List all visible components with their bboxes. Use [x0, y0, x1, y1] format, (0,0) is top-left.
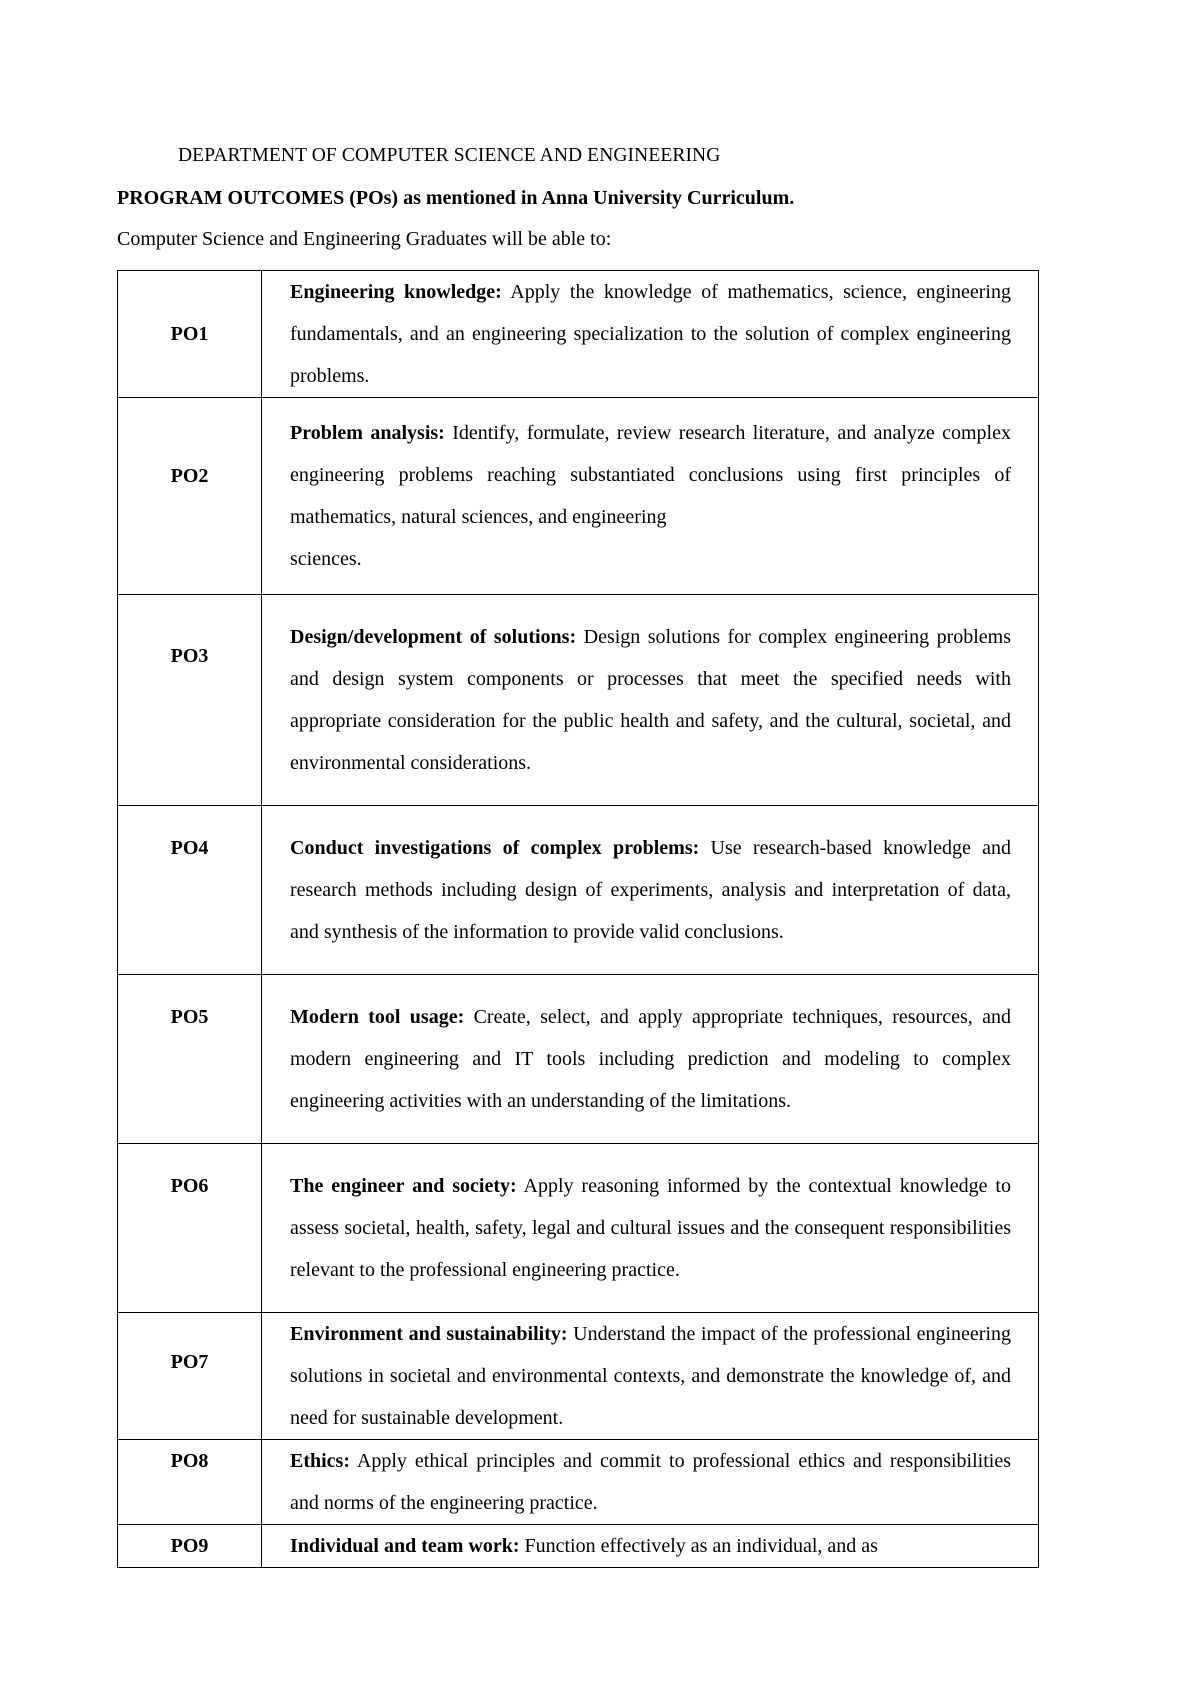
table-row: [118, 1144, 1039, 1313]
po-term: The engineer and society:: [290, 1175, 517, 1197]
po-text-continued: sciences.: [290, 548, 362, 570]
table-row: [118, 975, 1039, 1144]
table-row: [118, 271, 1039, 398]
po-code: PO5: [170, 1006, 209, 1028]
po-description-cell: [262, 1313, 1039, 1440]
po-term: Individual and team work:: [290, 1535, 520, 1557]
program-outcomes-heading: PROGRAM OUTCOMES (POs) as mentioned in Anna University Curriculum.: [117, 187, 795, 209]
po-text: Use research-based knowledge and research methods including design of experiments, analysis and interpretation of data, and synthesis of the information to provide valid conclusions.: [290, 837, 1011, 943]
po-term: Conduct investigations of complex problems:: [290, 837, 700, 859]
table-row: [118, 1313, 1039, 1440]
table-row: [118, 398, 1039, 595]
po-text: Apply ethical principles and commit to professional ethics and responsibilities and norms of the engineering practice.: [290, 1450, 1011, 1514]
po-code-cell: [118, 595, 262, 806]
table-row: [118, 806, 1039, 975]
po-code: PO2: [170, 465, 209, 487]
po-description-cell: [262, 806, 1039, 975]
po-code: PO8: [170, 1450, 209, 1472]
po-code-cell: [118, 1525, 262, 1568]
po-text: Design solutions for complex engineering problems and design system components or processes that meet the specified needs with appropriate consideration for the public health and safety, and the cultural, societal, and environmental considerations.: [290, 626, 1012, 774]
po-text: Function effectively as an individual, and as: [519, 1535, 878, 1557]
po-code: PO1: [170, 323, 209, 345]
po-term: Engineering knowledge:: [290, 281, 502, 303]
po-code-cell: [118, 271, 262, 398]
po-description-cell: [262, 975, 1039, 1144]
po-description-cell: [262, 1144, 1039, 1313]
po-code: PO4: [170, 837, 209, 859]
po-text: Apply reasoning informed by the contextual knowledge to assess societal, health, safety, legal and cultural issues and the consequent responsibilities relevant to the professional engineering practice.: [290, 1175, 1011, 1281]
po-text: Create, select, and apply appropriate techniques, resources, and modern engineering and IT tools including prediction and modeling to complex engineering activities with an understanding of the limitations.: [290, 1006, 1011, 1112]
po-code-cell: [118, 1440, 262, 1525]
table-row: [118, 1440, 1039, 1525]
po-code: PO9: [170, 1535, 209, 1557]
po-text: Apply the knowledge of mathematics, science, engineering fundamentals, and an engineering specialization to the solution of complex engineering problems.: [290, 281, 1011, 387]
po-term: Environment and sustainability:: [290, 1323, 568, 1345]
po-term: Design/development of solutions:: [290, 626, 577, 648]
program-outcomes-table: [117, 270, 1039, 1568]
po-term: Ethics:: [290, 1450, 350, 1472]
po-code-cell: [118, 1313, 262, 1440]
po-term: Modern tool usage:: [290, 1006, 465, 1028]
po-text: Identify, formulate, review research literature, and analyze complex engineering problems reaching substantiated conclusions using first principles of mathematics, natural sciences, and engineering: [290, 422, 1011, 528]
intro-text: Computer Science and Engineering Graduates will be able to:: [117, 228, 612, 250]
po-code-cell: [118, 806, 262, 975]
po-description-cell: [262, 398, 1039, 595]
po-description-cell: [262, 595, 1039, 806]
po-code-cell: [118, 398, 262, 595]
department-title: DEPARTMENT OF COMPUTER SCIENCE AND ENGINEERING: [178, 145, 721, 166]
po-description-cell: [262, 1525, 1039, 1568]
table-row: [118, 1525, 1039, 1568]
po-code: PO6: [170, 1175, 209, 1197]
po-description-cell: [262, 271, 1039, 398]
po-code-cell: [118, 1144, 262, 1313]
po-term: Problem analysis:: [290, 422, 445, 444]
po-code: PO3: [170, 645, 209, 667]
po-description-cell: [262, 1440, 1039, 1525]
table-row: [118, 595, 1039, 806]
po-code-cell: [118, 975, 262, 1144]
po-text: Understand the impact of the professional engineering solutions in societal and environmental contexts, and demonstrate the knowledge of, and need for sustainable development.: [290, 1323, 1012, 1429]
po-code: PO7: [170, 1351, 209, 1373]
